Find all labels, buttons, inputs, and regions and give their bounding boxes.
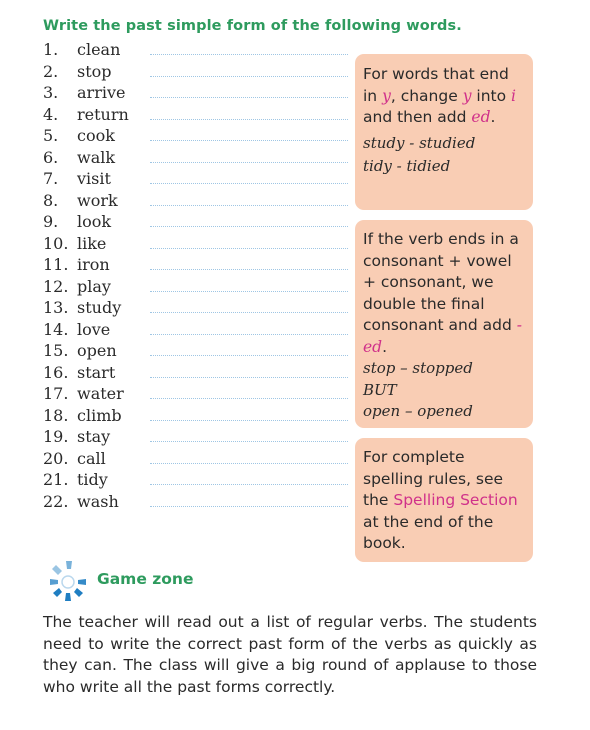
answer-blank[interactable] — [150, 183, 348, 184]
word-number: 3. — [43, 83, 59, 102]
answer-blank[interactable] — [150, 355, 348, 356]
word-row — [43, 469, 353, 491]
word-number: 4. — [43, 104, 59, 124]
example-tidied: tidy - tidied — [363, 157, 451, 175]
spelling-section-link: Spelling Section — [393, 491, 518, 509]
word-text: arrive — [77, 83, 126, 102]
word-text: look — [77, 212, 112, 231]
word-row — [43, 491, 353, 513]
answer-blank[interactable] — [150, 248, 348, 249]
word-number: 16. — [43, 362, 69, 382]
word-text: iron — [77, 255, 110, 274]
word-text: cook — [77, 126, 115, 145]
word-number: 11. — [43, 255, 69, 274]
word-number: 21. — [43, 470, 69, 489]
word-number: 14. — [43, 319, 69, 339]
word-row — [43, 319, 353, 341]
rule-box-spelling-reference — [355, 438, 533, 562]
word-row — [43, 147, 353, 169]
word-text: climb — [77, 405, 122, 425]
word-text: walk — [77, 147, 116, 167]
word-text: water — [77, 384, 124, 403]
answer-blank[interactable] — [150, 377, 348, 378]
word-number: 17. — [43, 384, 69, 403]
answer-blank[interactable] — [150, 54, 348, 55]
answer-blank[interactable] — [150, 76, 348, 77]
word-row — [43, 233, 353, 255]
word-row — [43, 426, 353, 448]
word-row — [43, 405, 353, 427]
game-zone-text: The teacher will read out a list of regular verbs. The students need to write the correct past form of the verbs as quickly as they can. The class will give a big round of applause to those who write all the past forms correctly. — [43, 613, 537, 696]
game-zone-title: Game zone — [97, 570, 194, 588]
answer-blank[interactable] — [150, 463, 348, 464]
answer-blank[interactable] — [150, 420, 348, 421]
word-row — [43, 125, 353, 147]
word-number: 9. — [43, 212, 59, 231]
word-row — [43, 39, 353, 61]
word-row — [43, 276, 353, 298]
word-row — [43, 297, 353, 319]
word-number: 20. — [43, 448, 69, 468]
answer-blank[interactable] — [150, 226, 348, 227]
word-row — [43, 340, 353, 362]
answer-blank[interactable] — [150, 398, 348, 399]
word-number: 10. — [43, 233, 69, 253]
answer-blank[interactable] — [150, 334, 348, 335]
word-text: start — [77, 362, 116, 382]
word-text: play — [77, 276, 111, 296]
example-but: BUT — [363, 380, 397, 399]
word-row — [43, 362, 353, 384]
answer-blank[interactable] — [150, 119, 348, 120]
word-text: study — [77, 298, 122, 317]
word-number: 15. — [43, 341, 69, 360]
answer-blank[interactable] — [150, 97, 348, 98]
example-stopped: stop – stopped — [363, 359, 473, 377]
rule-box-double-consonant — [355, 220, 533, 428]
rule-text: For complete spelling rules, see the Spelling Section at the end of the book. — [363, 448, 518, 552]
word-text: visit — [77, 169, 111, 188]
rule-text: For words that end in y, change y into i and then add ed. — [363, 65, 516, 126]
word-text: wash — [77, 491, 119, 511]
word-row — [43, 104, 353, 126]
game-zone-icon — [44, 557, 92, 605]
word-row — [43, 82, 353, 104]
word-number: 13. — [43, 298, 69, 317]
word-row — [43, 61, 353, 83]
word-number: 22. — [43, 491, 69, 511]
answer-blank[interactable] — [150, 162, 348, 163]
word-text: clean — [77, 40, 121, 59]
answer-blank[interactable] — [150, 140, 348, 141]
word-number: 18. — [43, 405, 69, 425]
answer-blank[interactable] — [150, 441, 348, 442]
example-studied: study - studied — [363, 133, 476, 152]
word-text: open — [77, 341, 117, 360]
word-number: 5. — [43, 126, 59, 145]
word-text: stay — [77, 427, 111, 446]
word-number: 12. — [43, 276, 69, 296]
word-list — [43, 39, 353, 512]
word-text: work — [77, 190, 118, 210]
answer-blank[interactable] — [150, 506, 348, 507]
word-text: stop — [77, 61, 112, 81]
answer-blank[interactable] — [150, 205, 348, 206]
word-number: 19. — [43, 427, 69, 446]
answer-blank[interactable] — [150, 291, 348, 292]
word-row — [43, 168, 353, 190]
word-number: 6. — [43, 147, 59, 167]
word-number: 8. — [43, 190, 59, 210]
word-text: tidy — [77, 470, 108, 489]
word-text: love — [77, 319, 111, 339]
word-text: call — [77, 448, 106, 468]
word-number: 7. — [43, 169, 59, 188]
answer-blank[interactable] — [150, 269, 348, 270]
example-opened: open – opened — [363, 402, 473, 420]
word-text: return — [77, 104, 129, 124]
word-text: like — [77, 233, 107, 253]
rule-text: If the verb ends in a consonant + vowel + consonant, we double the final consonant and add -ed. — [363, 230, 522, 356]
exercise-heading: Write the past simple form of the following words. — [43, 18, 462, 34]
answer-blank[interactable] — [150, 484, 348, 485]
word-number: 2. — [43, 61, 59, 81]
word-row — [43, 254, 353, 276]
answer-blank[interactable] — [150, 312, 348, 313]
word-number: 1. — [43, 40, 59, 59]
word-row — [43, 383, 353, 405]
word-row — [43, 190, 353, 212]
word-row — [43, 448, 353, 470]
word-row — [43, 211, 353, 233]
rule-box-y-to-i — [355, 54, 533, 210]
